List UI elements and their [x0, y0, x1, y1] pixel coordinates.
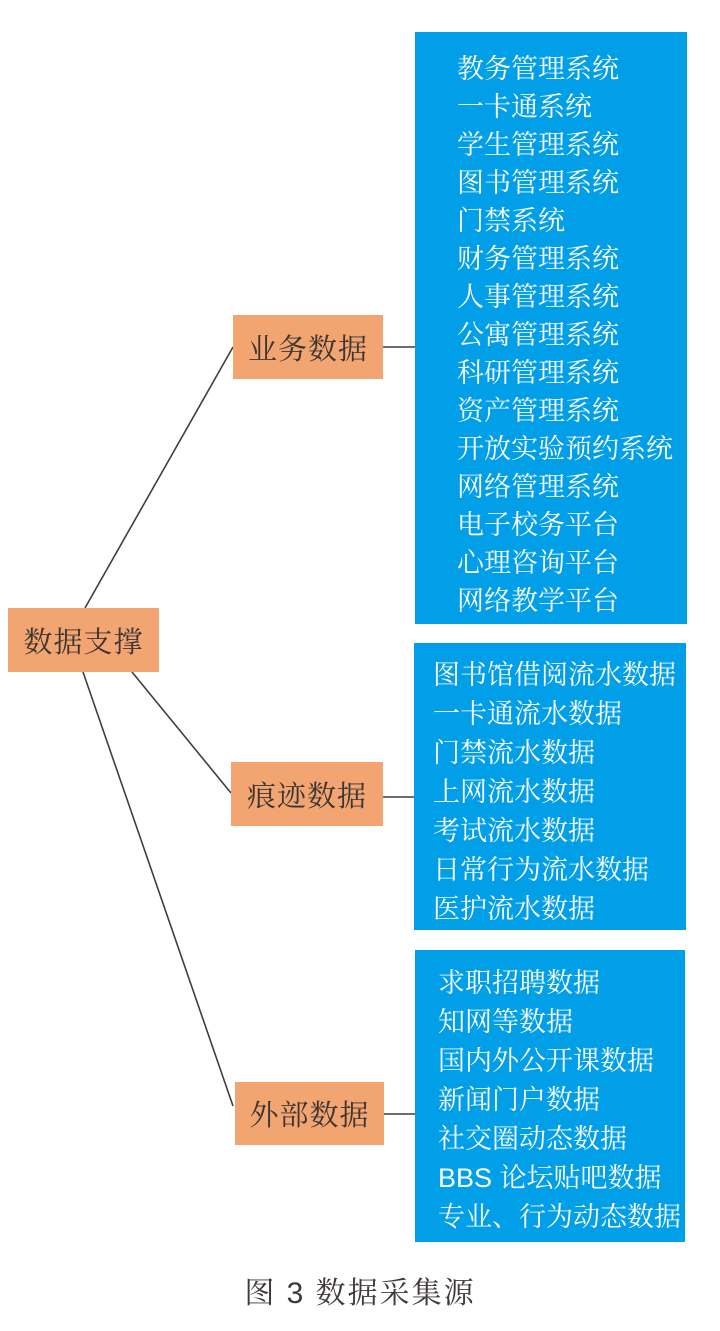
leaf-list-trace-records: [414, 643, 686, 930]
list-item: 图书管理系统: [457, 168, 619, 198]
list-item: 财务管理系统: [457, 244, 619, 274]
list-item: 电子校务平台: [457, 510, 619, 540]
leaf-list-business-systems: [415, 32, 687, 624]
connector-line-root-business: [85, 347, 233, 608]
list-item: 网络教学平台: [457, 586, 619, 616]
connector-line-root-external: [83, 672, 233, 1106]
list-item: 门禁系统: [457, 206, 565, 236]
list-item: 开放实验预约系统: [457, 434, 673, 464]
list-item: 医护流水数据: [433, 894, 595, 924]
list-item: 考试流水数据: [433, 816, 595, 846]
connector-line-root-trace: [132, 672, 231, 793]
branch-node-external-data: [235, 1082, 384, 1145]
list-item: 心理咨询平台: [457, 548, 619, 578]
list-item: BBS 论坛贴吧数据: [438, 1163, 662, 1193]
list-item: 专业、行为动态数据: [438, 1202, 681, 1232]
root-node-label: 数据支撑: [23, 626, 144, 659]
list-item: 学生管理系统: [457, 130, 619, 160]
list-item: 国内外公开课数据: [438, 1046, 654, 1076]
list-item: 一卡通系统: [457, 92, 592, 122]
root-node-data-support: [8, 608, 159, 672]
list-item: 社交圈动态数据: [438, 1124, 627, 1154]
list-item: 公寓管理系统: [457, 320, 619, 350]
list-item: 门禁流水数据: [433, 738, 595, 768]
list-item: 上网流水数据: [433, 777, 595, 807]
list-item: 一卡通流水数据: [433, 699, 622, 729]
list-item: 求职招聘数据: [438, 968, 600, 998]
list-item: 图书馆借阅流水数据: [433, 660, 676, 690]
list-item: 资产管理系统: [457, 396, 619, 426]
leaf-list-external-sources: [415, 950, 685, 1242]
list-item: 日常行为流水数据: [433, 855, 649, 885]
branch-node-label: 外部数据: [249, 1100, 370, 1132]
branch-node-label: 业务数据: [247, 333, 368, 366]
branch-node-label: 痕迹数据: [246, 780, 367, 813]
branch-node-business-data: [233, 315, 383, 379]
list-item: 新闻门户数据: [438, 1085, 600, 1115]
list-item: 网络管理系统: [457, 472, 619, 502]
list-item: 人事管理系统: [457, 282, 619, 312]
list-item: 知网等数据: [438, 1007, 573, 1037]
figure-caption: 图 3 数据采集源: [244, 1277, 476, 1310]
list-item: 教务管理系统: [457, 54, 619, 84]
branch-node-trace-data: [231, 762, 383, 826]
list-item: 科研管理系统: [457, 358, 619, 388]
